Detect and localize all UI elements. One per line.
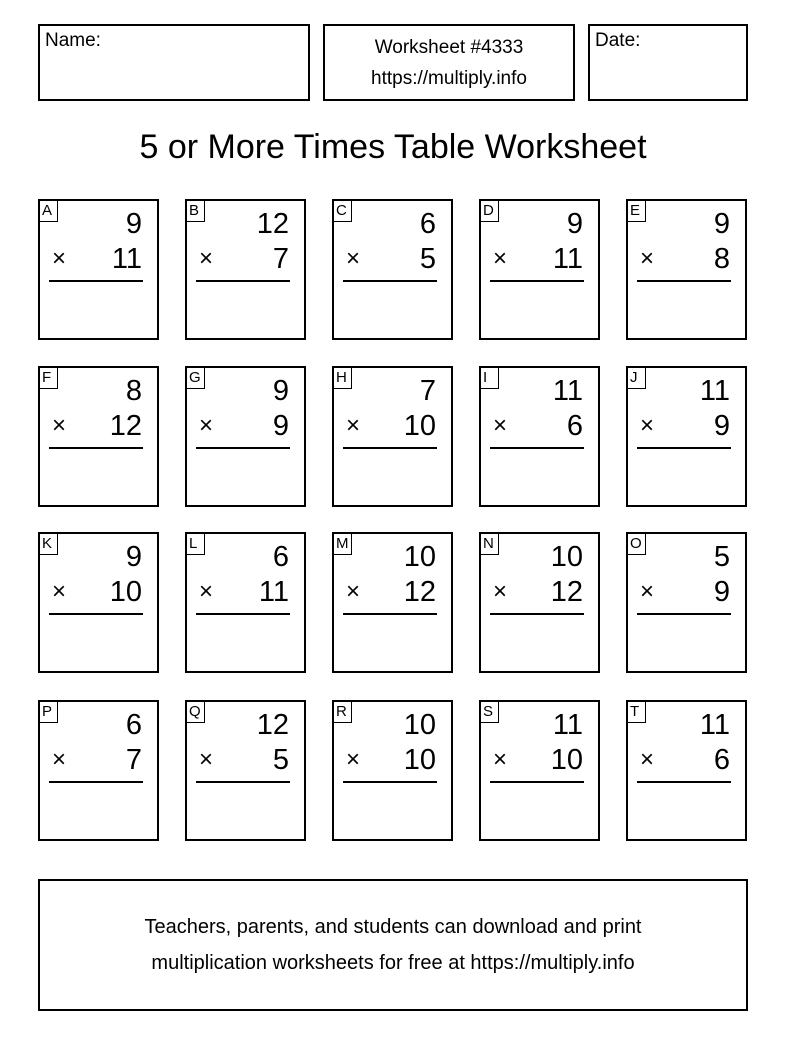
answer-line — [49, 280, 143, 282]
problem-letter: E — [626, 199, 646, 222]
multiplier: 12 — [109, 410, 142, 442]
times-sign: × — [346, 746, 361, 773]
answer-line — [196, 447, 290, 449]
multiplicand: 12 — [256, 208, 289, 240]
problem-letter: P — [38, 700, 58, 723]
answer-line — [343, 447, 437, 449]
times-sign: × — [493, 746, 508, 773]
multiplicand: 6 — [272, 541, 289, 573]
multiplier: 12 — [550, 576, 583, 608]
problem-letter: D — [479, 199, 499, 222]
multiplier: 5 — [272, 744, 289, 776]
name-label: Name: — [45, 30, 101, 51]
times-sign: × — [199, 578, 214, 605]
problem-card[interactable] — [626, 199, 747, 340]
times-sign: × — [493, 578, 508, 605]
times-sign: × — [52, 578, 67, 605]
problem-letter: B — [185, 199, 205, 222]
answer-line — [49, 613, 143, 615]
multiplier: 10 — [109, 576, 142, 608]
answer-line — [196, 280, 290, 282]
worksheet-url: https://multiply.info — [371, 68, 527, 89]
times-sign: × — [346, 412, 361, 439]
name-field-box[interactable] — [38, 24, 310, 101]
problem-letter: H — [332, 366, 352, 389]
answer-line — [343, 280, 437, 282]
answer-line — [343, 613, 437, 615]
times-sign: × — [493, 412, 508, 439]
answer-line — [637, 280, 731, 282]
problem-card[interactable] — [38, 366, 159, 507]
problem-card[interactable] — [332, 366, 453, 507]
multiplicand: 12 — [256, 709, 289, 741]
multiplicand: 7 — [419, 375, 436, 407]
times-sign: × — [199, 746, 214, 773]
problem-card[interactable] — [479, 700, 600, 841]
problem-letter: A — [38, 199, 58, 222]
problem-letter: C — [332, 199, 352, 222]
times-sign: × — [52, 746, 67, 773]
problem-letter: O — [626, 532, 646, 555]
footer-text-line-2: multiplication worksheets for free at https://multiply.info — [151, 952, 635, 974]
multiplier: 10 — [403, 744, 436, 776]
answer-line — [490, 280, 584, 282]
problem-letter: K — [38, 532, 58, 555]
problem-letter: M — [332, 532, 352, 555]
problem-letter: G — [185, 366, 205, 389]
problem-card[interactable] — [479, 532, 600, 673]
answer-line — [490, 613, 584, 615]
problem-letter: J — [626, 366, 646, 389]
problem-letter: S — [479, 700, 499, 723]
times-sign: × — [346, 578, 361, 605]
multiplier: 11 — [552, 243, 583, 275]
multiplier: 11 — [258, 576, 289, 608]
answer-line — [49, 447, 143, 449]
times-sign: × — [640, 412, 655, 439]
date-field-box[interactable] — [588, 24, 748, 101]
times-sign: × — [640, 245, 655, 272]
multiplicand: 6 — [125, 709, 142, 741]
multiplier: 10 — [403, 410, 436, 442]
multiplicand: 8 — [125, 375, 142, 407]
problem-card[interactable] — [185, 199, 306, 340]
problem-letter: R — [332, 700, 352, 723]
worksheet-info-box — [323, 24, 575, 101]
problem-card[interactable] — [185, 700, 306, 841]
multiplicand: 11 — [552, 709, 583, 741]
times-sign: × — [52, 412, 67, 439]
times-sign: × — [346, 245, 361, 272]
problem-card[interactable] — [38, 199, 159, 340]
times-sign: × — [52, 245, 67, 272]
problem-card[interactable] — [332, 532, 453, 673]
multiplier: 11 — [111, 243, 142, 275]
answer-line — [343, 781, 437, 783]
times-sign: × — [199, 412, 214, 439]
multiplier: 10 — [550, 744, 583, 776]
multiplier: 12 — [403, 576, 436, 608]
problem-card[interactable] — [479, 366, 600, 507]
problem-card[interactable] — [626, 700, 747, 841]
date-label: Date: — [595, 30, 641, 51]
multiplier: 7 — [125, 744, 142, 776]
answer-line — [490, 781, 584, 783]
multiplicand: 9 — [566, 208, 583, 240]
times-sign: × — [640, 578, 655, 605]
problem-card[interactable] — [626, 532, 747, 673]
problem-letter: L — [185, 532, 205, 555]
footer-text-line-1: Teachers, parents, and students can download and print — [144, 916, 642, 938]
answer-line — [637, 613, 731, 615]
problem-card[interactable] — [38, 700, 159, 841]
multiplicand: 10 — [403, 709, 436, 741]
multiplicand: 9 — [272, 375, 289, 407]
multiplicand: 9 — [125, 541, 142, 573]
answer-line — [196, 613, 290, 615]
multiplier: 8 — [713, 243, 730, 275]
multiplier: 6 — [566, 410, 583, 442]
multiplier: 9 — [713, 576, 730, 608]
times-sign: × — [199, 245, 214, 272]
footer-box — [38, 879, 748, 1011]
worksheet-number: Worksheet #4333 — [374, 37, 524, 58]
problem-letter: I — [479, 366, 499, 389]
problem-letter: Q — [185, 700, 205, 723]
problem-letter: T — [626, 700, 646, 723]
multiplier: 5 — [419, 243, 436, 275]
times-sign: × — [493, 245, 508, 272]
multiplicand: 5 — [713, 541, 730, 573]
answer-line — [490, 447, 584, 449]
multiplier: 9 — [272, 410, 289, 442]
multiplicand: 9 — [125, 208, 142, 240]
multiplicand: 6 — [419, 208, 436, 240]
problem-card[interactable] — [38, 532, 159, 673]
answer-line — [49, 781, 143, 783]
answer-line — [196, 781, 290, 783]
multiplier: 9 — [713, 410, 730, 442]
multiplicand: 11 — [699, 375, 730, 407]
page-title: 5 or More Times Table Worksheet — [139, 128, 647, 166]
multiplicand: 10 — [403, 541, 436, 573]
times-sign: × — [640, 746, 655, 773]
problem-letter: N — [479, 532, 499, 555]
answer-line — [637, 781, 731, 783]
multiplicand: 10 — [550, 541, 583, 573]
multiplicand: 11 — [552, 375, 583, 407]
problem-letter: F — [38, 366, 58, 389]
multiplier: 6 — [713, 744, 730, 776]
problem-card[interactable] — [185, 532, 306, 673]
multiplicand: 9 — [713, 208, 730, 240]
multiplier: 7 — [272, 243, 289, 275]
problem-card[interactable] — [332, 199, 453, 340]
problem-card[interactable] — [185, 366, 306, 507]
problem-card[interactable] — [479, 199, 600, 340]
multiplicand: 11 — [699, 709, 730, 741]
answer-line — [637, 447, 731, 449]
problem-card[interactable] — [332, 700, 453, 841]
problem-card[interactable] — [626, 366, 747, 507]
